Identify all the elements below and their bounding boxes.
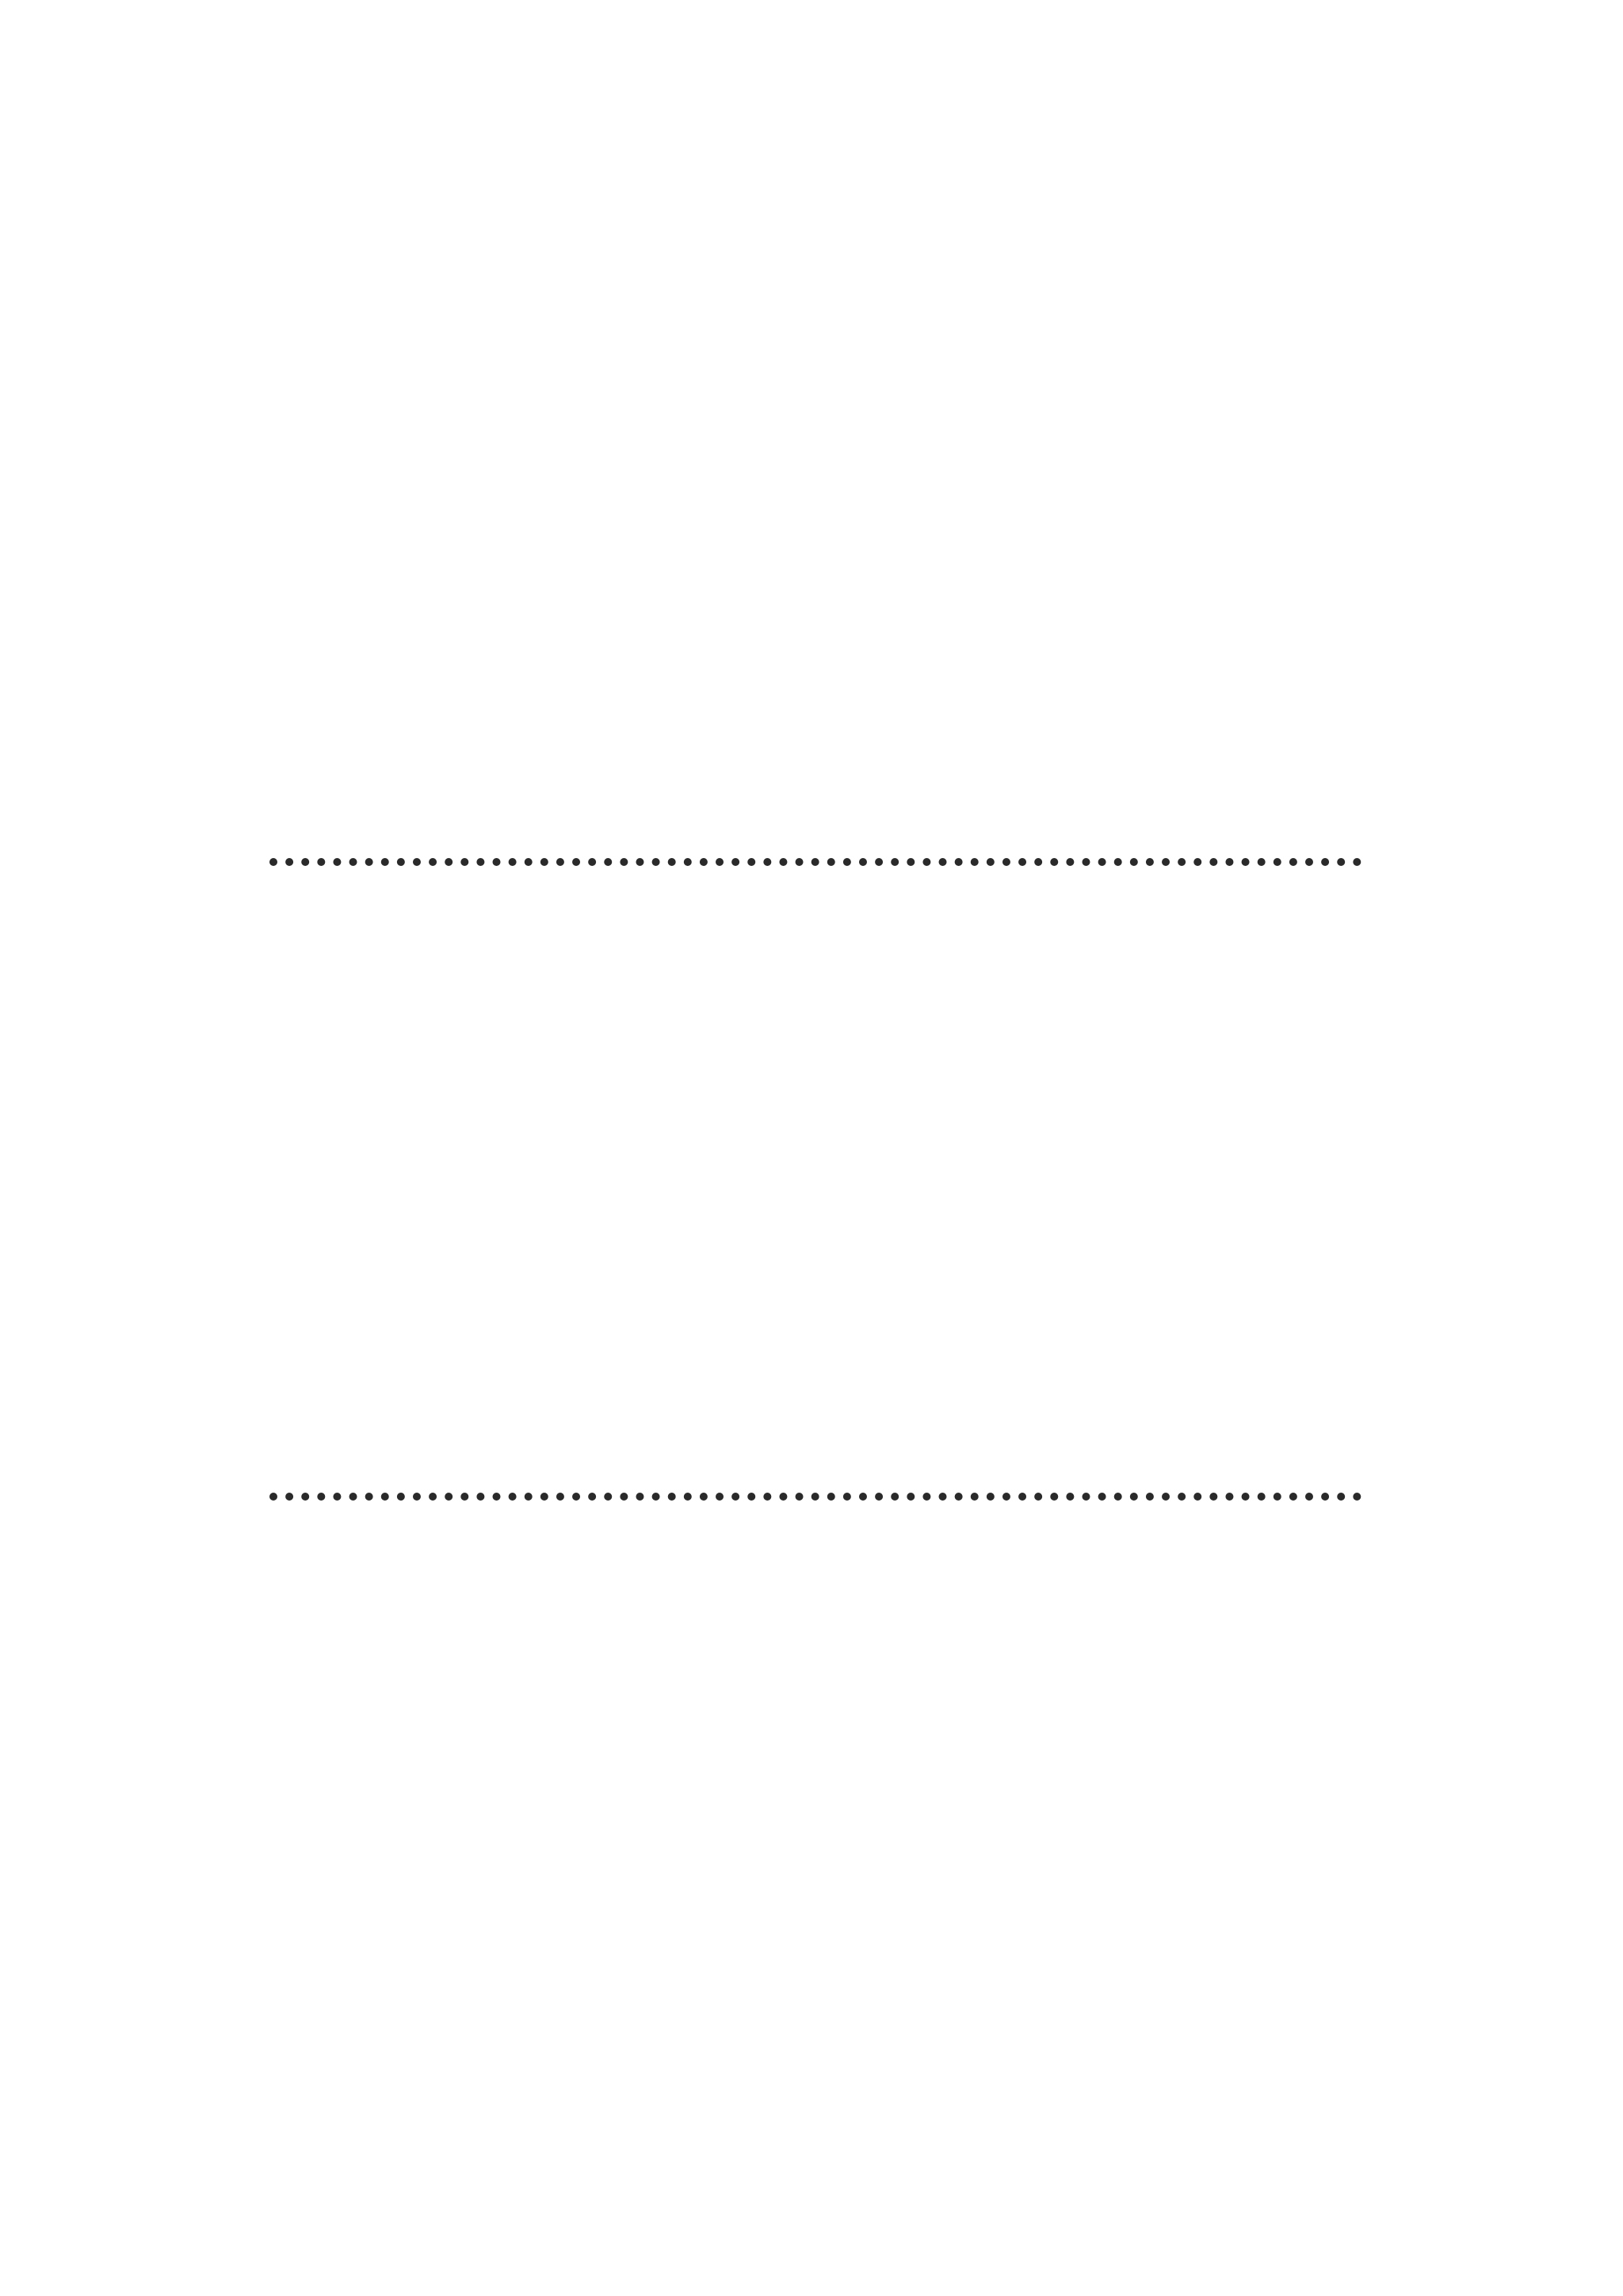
dotted-separator-1 (269, 858, 1361, 866)
dotted-separator-2 (269, 1493, 1361, 1501)
